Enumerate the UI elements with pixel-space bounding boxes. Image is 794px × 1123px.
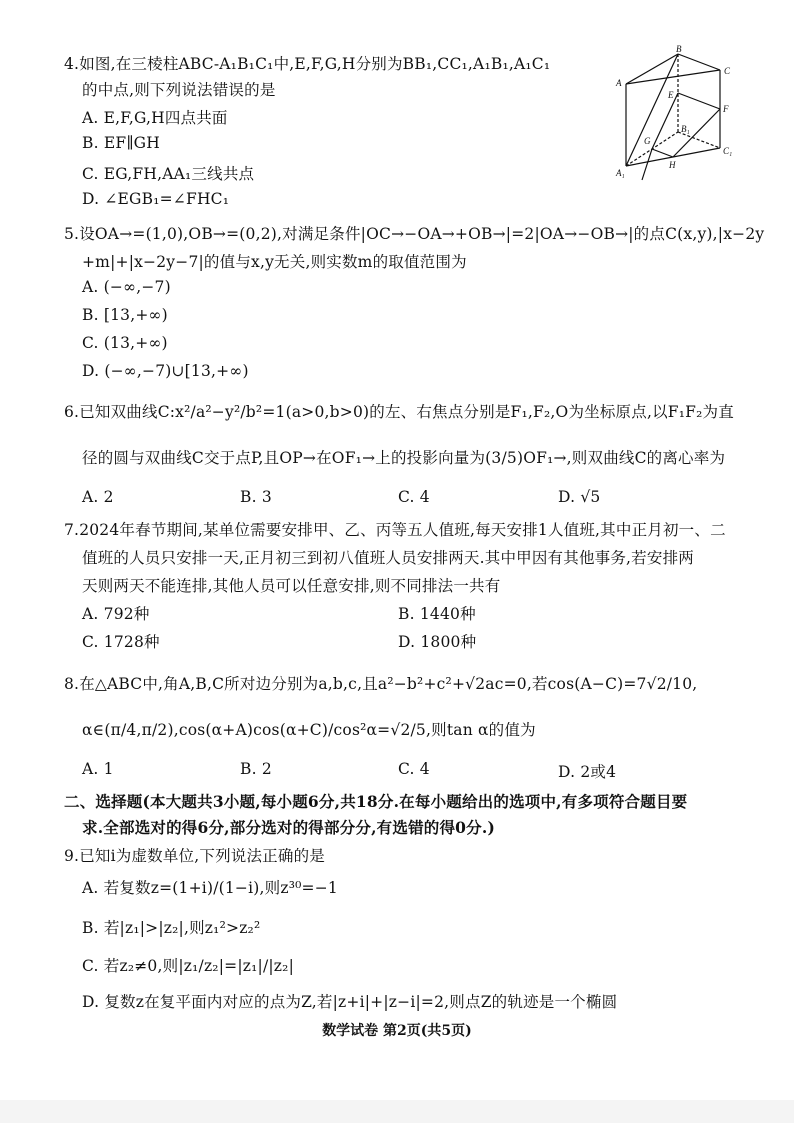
q8-stem-line1: 8.在△ABC中,角A,B,C所对边分别为a,b,c,且a²−b²+c²+√2ac=0,若cos(A−C)=7√2/10, [64, 675, 698, 693]
q6-option-b: B. 3 [240, 488, 272, 506]
fig-label-e: E [668, 90, 674, 100]
section2-header-line2: 求.全部选对的得6分,部分选对的得部分分,有选错的得0分.) [82, 818, 495, 837]
page-footer: 数学试卷 第2页(共5页) [322, 1023, 472, 1039]
q5-stem-line2: +m|+|x−2y−7|的值与x,y无关,则实数m的取值范围为 [82, 253, 467, 271]
q7-stem-line1: 7.2024年春节期间,某单位需要安排甲、乙、丙等五人值班,每天安排1人值班,其中正月初一、二 [64, 521, 726, 539]
q9-option-d: D. 复数z在复平面内对应的点为Z,若|z+i|+|z−i|=2,则点Z的轨迹是一个椭圆 [82, 993, 618, 1011]
fig-label-f: F [723, 104, 729, 114]
fig-label-c1: C₁ [723, 146, 733, 156]
q6-stem-line1: 6.已知双曲线C:x²/a²−y²/b²=1(a>0,b>0)的左、右焦点分别是F₁,F₂,O为坐标原点,以F₁F₂为直 [64, 403, 734, 421]
q5-stem-line1: 5.设OA→=(1,0),OB→=(0,2),对满足条件|OC→−OA→+OB→|=2|OA→−OB→|的点C(x,y),|x−2y [64, 225, 765, 243]
q7-option-b: B. 1440种 [398, 605, 476, 623]
q4-stem-line2: 的中点,则下列说法错误的是 [82, 81, 276, 99]
q8-option-a: A. 1 [82, 760, 114, 778]
q6-option-d: D. √5 [558, 488, 601, 506]
q8-option-c: C. 4 [398, 760, 430, 778]
q9-option-c: C. 若z₂≠0,则|z₁/z₂|=|z₁|/|z₂| [82, 957, 295, 975]
q4-option-a: A. E,F,G,H四点共面 [82, 109, 228, 127]
q5-option-b: B. [13,+∞) [82, 306, 168, 324]
q7-stem-line2: 值班的人员只安排一天,正月初三到初八值班人员安排两天.其中甲因有其他事务,若安排两 [82, 549, 694, 567]
fig-label-g: G [644, 136, 651, 146]
section2-header-line1: 二、选择题(本大题共3小题,每小题6分,共18分.在每小题给出的选项中,有多项符合题目要 [64, 792, 688, 811]
q4-stem-line1: 4.如图,在三棱柱ABC-A₁B₁C₁中,E,F,G,H分别为BB₁,CC₁,A₁B₁,A₁C₁ [64, 55, 551, 73]
q7-stem-line3: 天则两天不能连排,其他人员可以任意安排,则不同排法一共有 [82, 577, 501, 595]
fig-label-b1: B₁ [681, 124, 690, 134]
q7-option-c: C. 1728种 [82, 633, 160, 651]
q9-option-b: B. 若|z₁|>|z₂|,则z₁²>z₂² [82, 919, 261, 937]
bottom-margin [0, 1100, 794, 1123]
fig-label-a1: A₁ [616, 168, 625, 178]
fig-label-b: B [676, 44, 682, 54]
q8-option-b: B. 2 [240, 760, 272, 778]
q4-option-b: B. EF∥GH [82, 134, 160, 152]
q5-option-d: D. (−∞,−7)∪[13,+∞) [82, 362, 249, 380]
prism-figure [612, 44, 742, 184]
q4-option-d: D. ∠EGB₁=∠FHC₁ [82, 190, 230, 208]
q7-option-d: D. 1800种 [398, 633, 477, 651]
fig-label-h: H [669, 160, 676, 170]
q4-option-c: C. EG,FH,AA₁三线共点 [82, 165, 255, 183]
q8-option-d: D. 2或4 [558, 763, 617, 781]
fig-label-c: C [724, 66, 731, 76]
q7-option-a: A. 792种 [82, 605, 150, 623]
q6-option-a: A. 2 [82, 488, 114, 506]
q9-option-a: A. 若复数z=(1+i)/(1−i),则z³⁰=−1 [82, 879, 338, 897]
q6-option-c: C. 4 [398, 488, 430, 506]
q6-stem-line2: 径的圆与双曲线C交于点P,且OP→在OF₁→上的投影向量为(3/5)OF₁→,则双曲线C的离心率为 [82, 449, 726, 467]
q5-option-a: A. (−∞,−7) [82, 278, 171, 296]
q5-option-c: C. (13,+∞) [82, 334, 168, 352]
q8-stem-line2: α∈(π/4,π/2),cos(α+A)cos(α+C)/cos²α=√2/5,则tan α的值为 [82, 721, 536, 739]
q9-stem: 9.已知i为虚数单位,下列说法正确的是 [64, 847, 325, 865]
fig-label-a: A [616, 78, 622, 88]
